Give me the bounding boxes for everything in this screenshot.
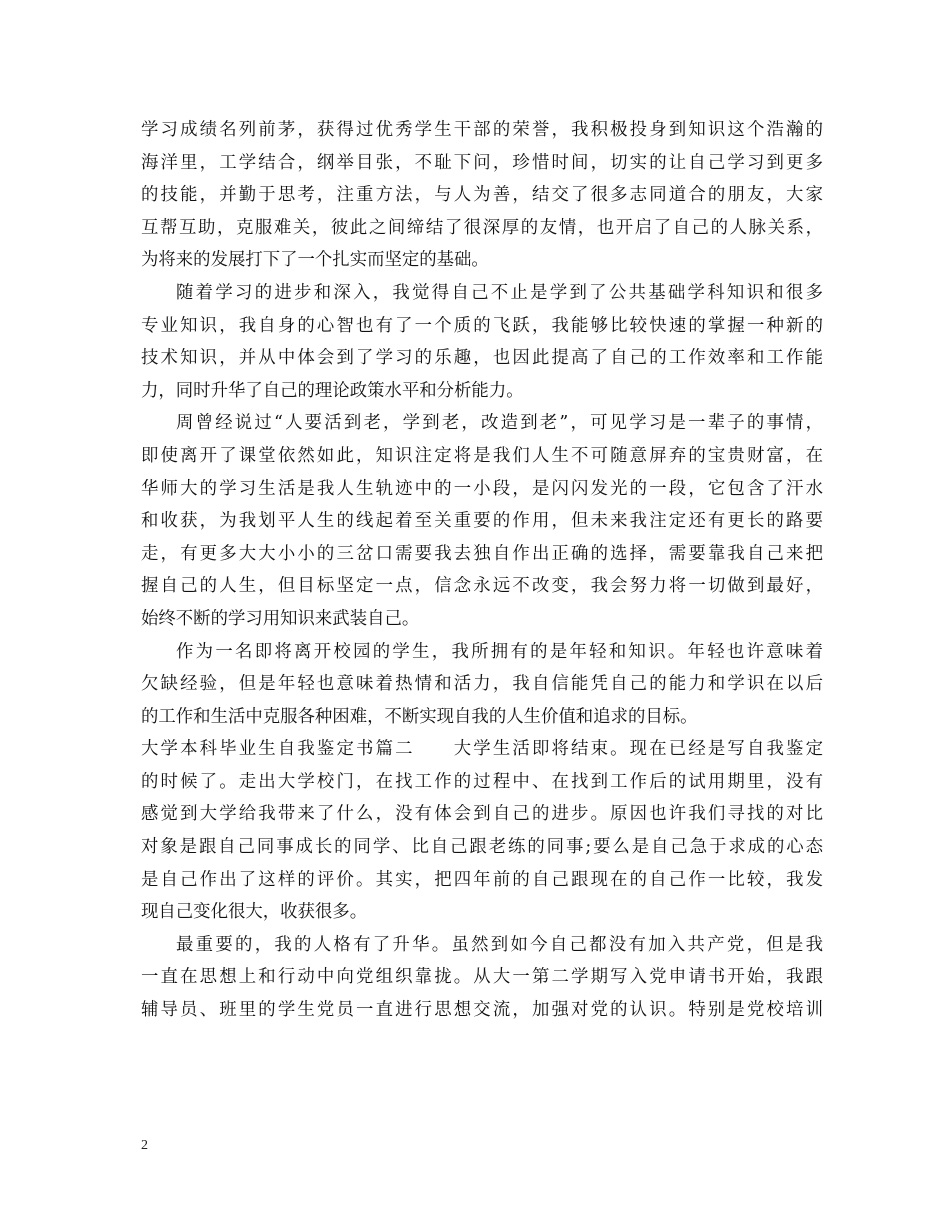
text-line: 握自己的人生，但目标坚定一点，信念永远不改变，我会努力将一切做到最好， [141,576,823,597]
text-line: 欠缺经验，但是年轻也意味着热情和活力，我自信能凭自己的能力和学识在以后 [141,674,823,695]
text-line: 学习成绩名列前茅，获得过优秀学生干部的荣誉，我积极投身到知识这个浩瀚的 [141,120,823,140]
text-line: 最重要的，我的人格有了升华。虽然到如今自己都没有加入共产党，但是我 [176,934,823,955]
text-line: 技术知识，并从中体会到了学习的乐趣，也因此提高了自己的工作效率和工作能 [141,348,823,369]
text-line: 专业知识，我自身的心智也有了一个质的飞跃，我能够比较快速的掌握一种新的 [141,315,823,336]
text-line: 力，同时升华了自己的理论政策水平和分析能力。 [141,380,524,401]
text-line: 为将来的发展打下了一个扎实而坚定的基础。 [141,250,489,271]
text-line: 即使离开了课堂依然如此，知识注定将是我们人生不可随意屏弃的宝贵财富，在 [141,445,823,466]
text-line: 和收获，为我划平人生的线起着至关重要的作用，但未来我注定还有更长的路要 [141,511,823,532]
text-line: 一直在思想上和行动中向党组织靠拢。从大一第二学期写入党申请书开始，我跟 [141,967,823,988]
text-line: 的时候了。走出大学校门，在找工作的过程中、在找到工作后的试用期里，没有 [141,771,823,792]
text-line: 感觉到大学给我带来了什么，没有体会到自己的进步。原因也许我们寻找的对比 [141,804,823,825]
document-body [141,114,823,1027]
text-line: 大学本科毕业生自我鉴定书篇二 大学生活即将结束。现在已经是写自我鉴定 [141,739,823,760]
text-line: 是自己作出了这样的评价。其实，把四年前的自己跟现在的自己作一比较，我发 [141,869,823,890]
text-line: 作为一名即将离开校园的学生，我所拥有的是年轻和知识。年轻也许意味着 [176,641,823,662]
text-line: 互帮互助，克服难关，彼此之间缔结了很深厚的友情，也开启了自己的人脉关系， [141,217,823,238]
text-line: 辅导员、班里的学生党员一直进行思想交流，加强对党的认识。特别是党校培训 [141,1000,823,1021]
text-line: 的技能，并勤于思考，注重方法，与人为善，结交了很多志同道合的朋友，大家 [141,185,823,206]
text-line: 周曾经说过“人要活到老，学到老，改造到老”，可见学习是一辈子的事情， [176,413,823,434]
text-line: 始终不断的学习用知识来武装自己。 [141,608,420,629]
page-number: 2 [141,1138,148,1153]
text-line: 现自己变化很大，收获很多。 [141,902,368,923]
text-line: 对象是跟自己同事成长的同学、比自己跟老练的同事;要么是自己急于求成的心态 [141,837,823,858]
text-line: 走，有更多大大小小的三岔口需要我去独自作出正确的选择，需要靠我自己来把 [141,543,823,564]
text-line: 的工作和生活中克服各种困难，不断实现自我的人生价值和追求的目标。 [141,706,698,727]
text-line: 华师大的学习生活是我人生轨迹中的一小段，是闪闪发光的一段，它包含了汗水 [141,478,823,499]
text-line: 海洋里，工学结合，纲举目张，不耻下问，珍惜时间，切实的让自己学习到更多 [141,152,823,173]
text-line: 随着学习的进步和深入，我觉得自己不止是学到了公共基础学科知识和很多 [176,282,823,303]
